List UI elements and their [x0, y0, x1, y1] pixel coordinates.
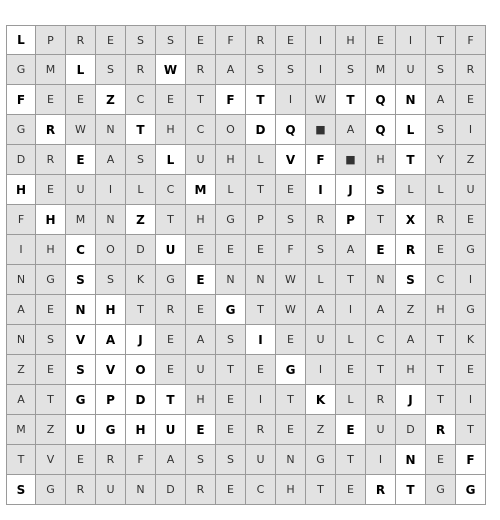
letter-cell[interactable]: N: [366, 265, 396, 295]
letter-cell[interactable]: E: [186, 265, 216, 295]
letter-cell[interactable]: E: [336, 415, 366, 445]
letter-cell[interactable]: G: [66, 385, 96, 415]
letter-cell[interactable]: T: [246, 175, 276, 205]
letter-cell[interactable]: R: [36, 145, 66, 175]
letter-cell[interactable]: M: [6, 415, 36, 445]
letter-cell[interactable]: S: [336, 55, 366, 85]
letter-cell[interactable]: E: [186, 415, 216, 445]
letter-cell[interactable]: W: [66, 115, 96, 145]
letter-cell[interactable]: W: [276, 295, 306, 325]
letter-cell[interactable]: A: [216, 55, 246, 85]
letter-cell[interactable]: C: [126, 85, 156, 115]
letter-cell[interactable]: R: [426, 205, 456, 235]
letter-cell[interactable]: P: [246, 205, 276, 235]
letter-cell[interactable]: T: [186, 85, 216, 115]
letter-cell[interactable]: S: [6, 475, 36, 505]
letter-cell[interactable]: A: [96, 145, 126, 175]
letter-cell[interactable]: A: [6, 385, 36, 415]
letter-cell[interactable]: T: [396, 475, 426, 505]
letter-cell[interactable]: U: [246, 445, 276, 475]
letter-cell[interactable]: C: [426, 265, 456, 295]
letter-cell[interactable]: G: [6, 115, 36, 145]
letter-cell[interactable]: N: [6, 325, 36, 355]
letter-cell[interactable]: R: [246, 25, 276, 55]
letter-cell[interactable]: S: [276, 55, 306, 85]
letter-cell[interactable]: S: [126, 145, 156, 175]
letter-cell[interactable]: E: [36, 295, 66, 325]
letter-cell[interactable]: I: [306, 355, 336, 385]
letter-cell[interactable]: A: [366, 295, 396, 325]
letter-cell[interactable]: A: [306, 295, 336, 325]
letter-cell[interactable]: F: [216, 85, 246, 115]
letter-cell[interactable]: Y: [426, 145, 456, 175]
letter-cell[interactable]: D: [246, 115, 276, 145]
letter-cell[interactable]: E: [276, 175, 306, 205]
letter-cell[interactable]: L: [126, 175, 156, 205]
letter-cell[interactable]: F: [6, 205, 36, 235]
letter-cell[interactable]: O: [126, 355, 156, 385]
letter-cell[interactable]: S: [246, 55, 276, 85]
letter-cell[interactable]: F: [456, 445, 486, 475]
letter-cell[interactable]: S: [426, 115, 456, 145]
letter-cell[interactable]: T: [456, 415, 486, 445]
letter-cell[interactable]: P: [36, 25, 66, 55]
letter-cell[interactable]: H: [396, 355, 426, 385]
letter-cell[interactable]: D: [126, 385, 156, 415]
letter-cell[interactable]: V: [36, 445, 66, 475]
letter-cell[interactable]: E: [216, 475, 246, 505]
letter-cell[interactable]: V: [96, 355, 126, 385]
letter-cell[interactable]: X: [396, 205, 426, 235]
letter-cell[interactable]: G: [456, 475, 486, 505]
letter-cell[interactable]: M: [66, 205, 96, 235]
letter-cell[interactable]: G: [216, 295, 246, 325]
letter-cell[interactable]: ■: [336, 145, 366, 175]
letter-cell[interactable]: I: [276, 85, 306, 115]
letter-cell[interactable]: A: [426, 85, 456, 115]
letter-cell[interactable]: S: [216, 325, 246, 355]
letter-cell[interactable]: A: [186, 325, 216, 355]
letter-cell[interactable]: L: [216, 175, 246, 205]
letter-cell[interactable]: E: [336, 355, 366, 385]
letter-cell[interactable]: L: [66, 55, 96, 85]
letter-cell[interactable]: S: [96, 265, 126, 295]
letter-cell[interactable]: N: [276, 445, 306, 475]
letter-cell[interactable]: Q: [366, 115, 396, 145]
letter-cell[interactable]: S: [66, 355, 96, 385]
letter-cell[interactable]: R: [66, 475, 96, 505]
letter-cell[interactable]: Z: [396, 295, 426, 325]
letter-cell[interactable]: F: [456, 25, 486, 55]
letter-cell[interactable]: S: [186, 445, 216, 475]
letter-cell[interactable]: G: [96, 415, 126, 445]
letter-cell[interactable]: G: [276, 355, 306, 385]
letter-cell[interactable]: E: [186, 235, 216, 265]
letter-cell[interactable]: U: [366, 415, 396, 445]
letter-cell[interactable]: S: [366, 175, 396, 205]
letter-cell[interactable]: Z: [306, 415, 336, 445]
letter-cell[interactable]: R: [186, 55, 216, 85]
letter-cell[interactable]: R: [456, 55, 486, 85]
letter-cell[interactable]: S: [426, 55, 456, 85]
letter-cell[interactable]: E: [336, 475, 366, 505]
letter-cell[interactable]: G: [36, 475, 66, 505]
letter-cell[interactable]: T: [156, 205, 186, 235]
letter-cell[interactable]: R: [96, 445, 126, 475]
letter-cell[interactable]: U: [156, 235, 186, 265]
letter-cell[interactable]: L: [336, 385, 366, 415]
letter-cell[interactable]: S: [216, 445, 246, 475]
letter-cell[interactable]: E: [426, 445, 456, 475]
letter-cell[interactable]: I: [306, 175, 336, 205]
letter-cell[interactable]: I: [246, 325, 276, 355]
letter-cell[interactable]: E: [246, 235, 276, 265]
letter-cell[interactable]: A: [336, 235, 366, 265]
letter-cell[interactable]: S: [156, 25, 186, 55]
letter-cell[interactable]: W: [156, 55, 186, 85]
letter-cell[interactable]: N: [66, 295, 96, 325]
letter-cell[interactable]: U: [66, 175, 96, 205]
letter-cell[interactable]: G: [456, 235, 486, 265]
letter-cell[interactable]: E: [366, 235, 396, 265]
letter-cell[interactable]: D: [126, 235, 156, 265]
letter-cell[interactable]: T: [426, 25, 456, 55]
letter-cell[interactable]: R: [306, 205, 336, 235]
letter-cell[interactable]: E: [216, 235, 246, 265]
letter-cell[interactable]: G: [426, 475, 456, 505]
letter-cell[interactable]: E: [456, 85, 486, 115]
letter-cell[interactable]: E: [96, 25, 126, 55]
letter-cell[interactable]: N: [126, 475, 156, 505]
letter-cell[interactable]: E: [66, 85, 96, 115]
letter-cell[interactable]: G: [306, 445, 336, 475]
letter-cell[interactable]: C: [66, 235, 96, 265]
letter-cell[interactable]: L: [396, 115, 426, 145]
letter-cell[interactable]: V: [66, 325, 96, 355]
letter-cell[interactable]: K: [306, 385, 336, 415]
letter-cell[interactable]: C: [246, 475, 276, 505]
letter-cell[interactable]: S: [96, 55, 126, 85]
letter-cell[interactable]: Q: [276, 115, 306, 145]
letter-cell[interactable]: T: [426, 385, 456, 415]
letter-cell[interactable]: P: [96, 385, 126, 415]
letter-cell[interactable]: T: [336, 85, 366, 115]
letter-cell[interactable]: N: [246, 265, 276, 295]
letter-cell[interactable]: J: [396, 385, 426, 415]
letter-cell[interactable]: E: [66, 445, 96, 475]
letter-cell[interactable]: T: [396, 145, 426, 175]
letter-cell[interactable]: S: [396, 265, 426, 295]
letter-cell[interactable]: L: [396, 175, 426, 205]
letter-cell[interactable]: T: [6, 445, 36, 475]
letter-cell[interactable]: F: [306, 145, 336, 175]
letter-cell[interactable]: F: [216, 25, 246, 55]
letter-cell[interactable]: C: [186, 115, 216, 145]
letter-cell[interactable]: E: [456, 355, 486, 385]
letter-cell[interactable]: E: [156, 85, 186, 115]
letter-cell[interactable]: R: [366, 475, 396, 505]
letter-cell[interactable]: E: [276, 325, 306, 355]
letter-cell[interactable]: I: [306, 25, 336, 55]
letter-cell[interactable]: E: [456, 205, 486, 235]
letter-cell[interactable]: R: [156, 295, 186, 325]
letter-cell[interactable]: E: [186, 295, 216, 325]
letter-cell[interactable]: E: [156, 355, 186, 385]
letter-cell[interactable]: A: [156, 445, 186, 475]
word-search-grid: [6, 25, 486, 505]
letter-cell[interactable]: N: [96, 205, 126, 235]
letter-cell[interactable]: M: [186, 175, 216, 205]
letter-cell[interactable]: E: [36, 85, 66, 115]
letter-cell[interactable]: S: [306, 235, 336, 265]
letter-cell[interactable]: E: [426, 235, 456, 265]
letter-cell[interactable]: E: [36, 175, 66, 205]
letter-cell[interactable]: H: [36, 205, 66, 235]
letter-cell[interactable]: S: [66, 265, 96, 295]
letter-cell[interactable]: I: [246, 385, 276, 415]
letter-cell[interactable]: G: [6, 55, 36, 85]
letter-cell[interactable]: V: [276, 145, 306, 175]
letter-cell[interactable]: R: [246, 415, 276, 445]
letter-cell[interactable]: I: [456, 385, 486, 415]
letter-cell[interactable]: J: [126, 325, 156, 355]
letter-cell[interactable]: I: [366, 445, 396, 475]
letter-cell[interactable]: M: [366, 55, 396, 85]
letter-cell[interactable]: U: [186, 355, 216, 385]
letter-cell[interactable]: T: [156, 385, 186, 415]
letter-cell[interactable]: F: [6, 85, 36, 115]
letter-cell[interactable]: T: [426, 355, 456, 385]
letter-cell[interactable]: E: [216, 415, 246, 445]
letter-cell[interactable]: L: [336, 325, 366, 355]
letter-cell[interactable]: H: [96, 295, 126, 325]
letter-cell[interactable]: J: [336, 175, 366, 205]
letter-cell[interactable]: E: [156, 325, 186, 355]
letter-cell[interactable]: T: [36, 385, 66, 415]
letter-cell[interactable]: K: [456, 325, 486, 355]
letter-cell[interactable]: L: [246, 145, 276, 175]
letter-cell[interactable]: C: [156, 175, 186, 205]
letter-cell[interactable]: T: [336, 265, 366, 295]
letter-cell[interactable]: U: [396, 55, 426, 85]
letter-cell[interactable]: Q: [366, 85, 396, 115]
letter-cell[interactable]: I: [336, 295, 366, 325]
letter-cell[interactable]: R: [36, 115, 66, 145]
letter-cell[interactable]: H: [186, 385, 216, 415]
letter-cell[interactable]: T: [126, 115, 156, 145]
letter-cell[interactable]: L: [426, 175, 456, 205]
letter-cell[interactable]: U: [306, 325, 336, 355]
letter-cell[interactable]: H: [366, 145, 396, 175]
letter-cell[interactable]: L: [6, 25, 36, 55]
letter-cell[interactable]: I: [306, 55, 336, 85]
letter-cell[interactable]: R: [366, 385, 396, 415]
letter-cell[interactable]: E: [276, 25, 306, 55]
letter-cell[interactable]: U: [186, 145, 216, 175]
letter-cell[interactable]: R: [426, 415, 456, 445]
letter-cell[interactable]: L: [306, 265, 336, 295]
letter-cell[interactable]: H: [216, 145, 246, 175]
letter-cell[interactable]: A: [396, 325, 426, 355]
letter-cell[interactable]: N: [6, 265, 36, 295]
letter-cell[interactable]: E: [186, 25, 216, 55]
letter-cell[interactable]: I: [456, 115, 486, 145]
letter-cell[interactable]: Z: [36, 415, 66, 445]
letter-cell[interactable]: R: [66, 25, 96, 55]
letter-cell[interactable]: U: [456, 175, 486, 205]
letter-cell[interactable]: H: [336, 25, 366, 55]
letter-cell[interactable]: M: [36, 55, 66, 85]
letter-cell[interactable]: T: [126, 295, 156, 325]
letter-cell[interactable]: T: [246, 295, 276, 325]
letter-cell[interactable]: Z: [126, 205, 156, 235]
letter-cell[interactable]: I: [6, 235, 36, 265]
letter-cell[interactable]: R: [396, 235, 426, 265]
letter-cell[interactable]: H: [426, 295, 456, 325]
letter-cell[interactable]: H: [6, 175, 36, 205]
letter-cell[interactable]: U: [96, 475, 126, 505]
letter-cell[interactable]: U: [66, 415, 96, 445]
letter-cell[interactable]: A: [96, 325, 126, 355]
letter-cell[interactable]: N: [396, 445, 426, 475]
letter-cell[interactable]: E: [216, 385, 246, 415]
letter-cell[interactable]: H: [186, 205, 216, 235]
letter-cell[interactable]: D: [156, 475, 186, 505]
letter-cell[interactable]: S: [126, 25, 156, 55]
letter-cell[interactable]: H: [126, 415, 156, 445]
letter-cell[interactable]: N: [396, 85, 426, 115]
letter-cell[interactable]: D: [6, 145, 36, 175]
letter-cell[interactable]: G: [156, 265, 186, 295]
letter-cell[interactable]: P: [336, 205, 366, 235]
letter-cell[interactable]: E: [66, 145, 96, 175]
letter-cell[interactable]: E: [36, 355, 66, 385]
letter-cell[interactable]: H: [156, 115, 186, 145]
letter-cell[interactable]: K: [126, 265, 156, 295]
letter-cell[interactable]: F: [126, 445, 156, 475]
letter-cell[interactable]: R: [126, 55, 156, 85]
letter-cell[interactable]: S: [276, 205, 306, 235]
letter-cell[interactable]: F: [276, 235, 306, 265]
letter-cell[interactable]: G: [216, 205, 246, 235]
letter-cell[interactable]: A: [6, 295, 36, 325]
letter-cell[interactable]: E: [366, 25, 396, 55]
letter-cell[interactable]: T: [246, 85, 276, 115]
letter-cell[interactable]: T: [276, 385, 306, 415]
letter-cell[interactable]: T: [336, 445, 366, 475]
letter-cell[interactable]: A: [336, 115, 366, 145]
letter-cell[interactable]: T: [426, 325, 456, 355]
letter-cell[interactable]: C: [366, 325, 396, 355]
letter-cell[interactable]: N: [216, 265, 246, 295]
letter-cell[interactable]: N: [96, 115, 126, 145]
letter-cell[interactable]: R: [186, 475, 216, 505]
letter-cell[interactable]: W: [276, 265, 306, 295]
letter-cell[interactable]: Z: [456, 145, 486, 175]
letter-cell[interactable]: O: [96, 235, 126, 265]
letter-cell[interactable]: E: [276, 415, 306, 445]
letter-cell[interactable]: U: [156, 415, 186, 445]
letter-cell[interactable]: Z: [96, 85, 126, 115]
letter-cell[interactable]: S: [36, 325, 66, 355]
letter-cell[interactable]: G: [36, 265, 66, 295]
letter-cell[interactable]: L: [156, 145, 186, 175]
letter-cell[interactable]: H: [36, 235, 66, 265]
letter-cell[interactable]: E: [246, 355, 276, 385]
letter-cell[interactable]: H: [276, 475, 306, 505]
letter-cell[interactable]: I: [96, 175, 126, 205]
letter-cell[interactable]: Z: [6, 355, 36, 385]
letter-cell[interactable]: G: [456, 295, 486, 325]
letter-cell[interactable]: T: [216, 355, 246, 385]
letter-cell[interactable]: O: [216, 115, 246, 145]
letter-cell[interactable]: T: [366, 355, 396, 385]
letter-cell[interactable]: I: [456, 265, 486, 295]
letter-cell[interactable]: W: [306, 85, 336, 115]
letter-cell[interactable]: T: [306, 475, 336, 505]
letter-cell[interactable]: I: [396, 25, 426, 55]
letter-cell[interactable]: T: [366, 205, 396, 235]
letter-cell[interactable]: D: [396, 415, 426, 445]
letter-cell[interactable]: ■: [306, 115, 336, 145]
